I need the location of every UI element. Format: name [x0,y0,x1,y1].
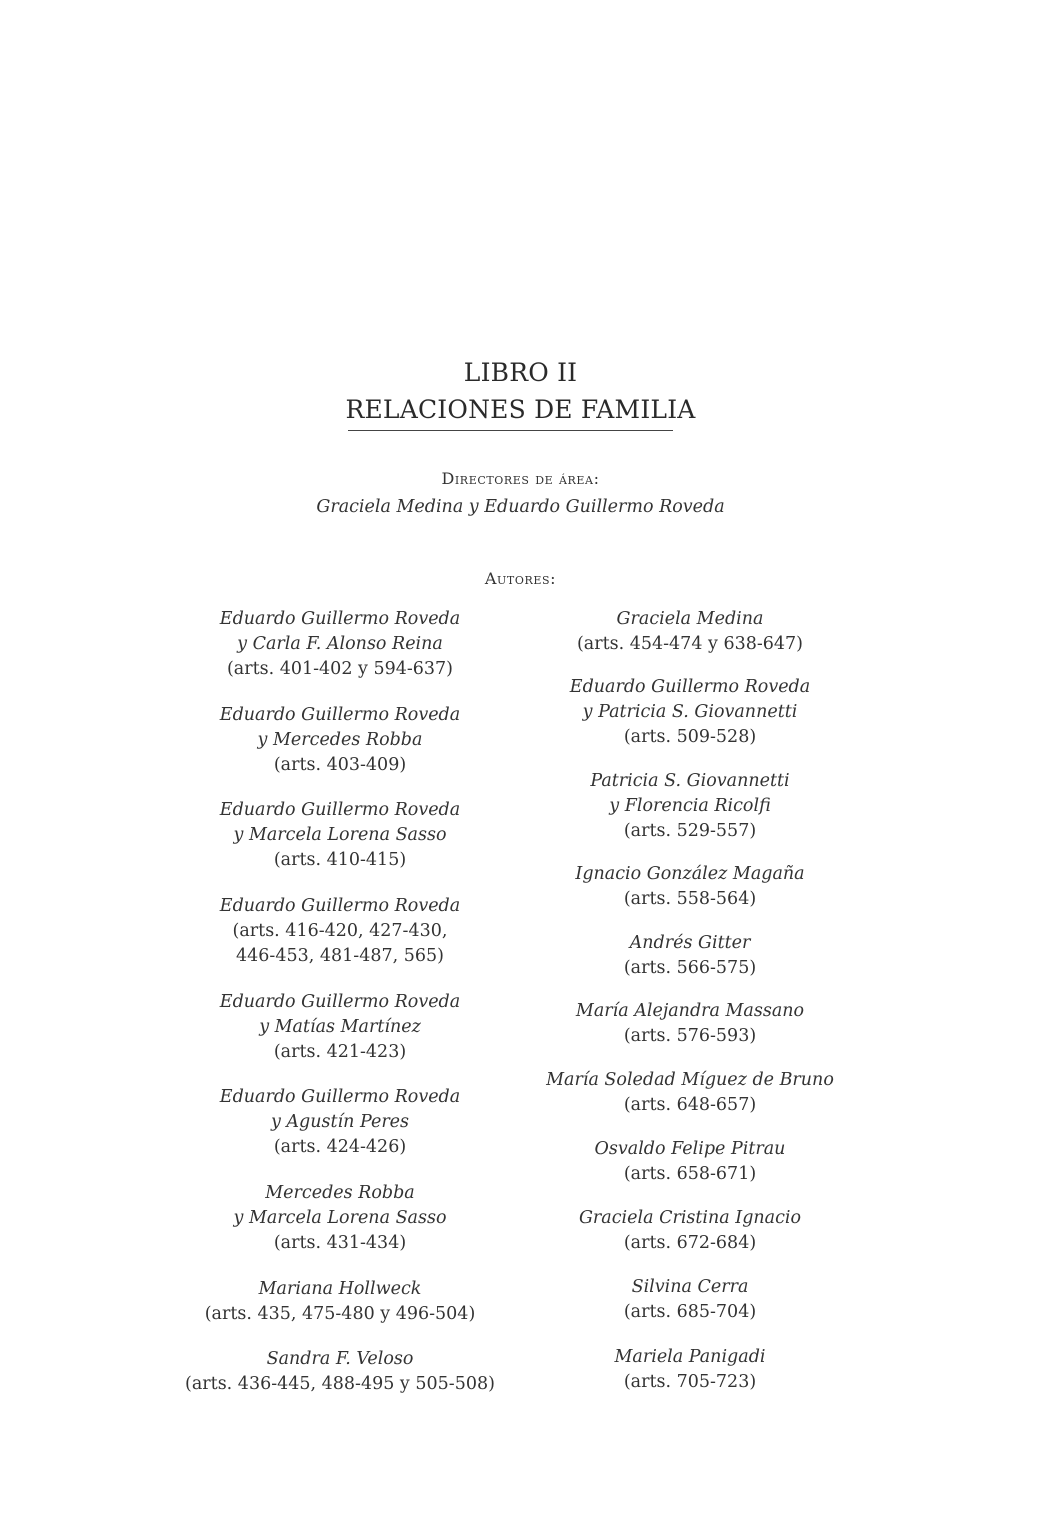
author-entry [150,703,530,778]
author-name: Patricia S. Giovannetti [590,771,790,791]
author-name: y Patricia S. Giovannetti [582,702,798,722]
author-entry [500,1275,880,1325]
author-articles: 446-453, 481-487, 565) [236,946,444,966]
author-name: Mercedes Robba [265,1183,415,1203]
author-entry [500,769,880,844]
author-name: Osvaldo Felipe Pitrau [594,1139,786,1159]
author-name: Eduardo Guillermo Roveda [569,677,811,697]
author-name: Eduardo Guillermo Roveda [219,705,461,725]
directors-heading: Directores de área: [441,469,600,488]
author-articles: (arts. 576-593) [623,1026,757,1046]
author-articles: (arts. 558-564) [623,889,757,909]
author-name: Sandra F. Veloso [266,1349,414,1369]
author-articles: (arts. 410-415) [273,850,407,870]
author-articles: (arts. 421-423) [273,1042,407,1062]
author-entry [500,862,880,912]
author-entry [500,607,880,657]
author-articles: (arts. 424-426) [273,1137,407,1157]
author-articles: (arts. 416-420, 427-430, [232,921,448,941]
authors-heading: Autores: [484,569,557,588]
author-articles: (arts. 648-657) [623,1095,757,1115]
author-entry [500,675,880,750]
author-articles: (arts. 705-723) [623,1372,757,1392]
author-name: Eduardo Guillermo Roveda [219,800,461,820]
author-articles: (arts. 436-445, 488-495 y 505-508) [185,1374,495,1394]
author-entry [500,1206,880,1256]
author-entry [500,931,880,981]
book-title: RELACIONES DE FAMILIA [345,395,696,424]
author-name: Eduardo Guillermo Roveda [219,609,461,629]
author-name: y Florencia Ricolfi [609,796,771,816]
author-entry [500,1345,880,1395]
author-entry [500,1068,880,1118]
author-name: Eduardo Guillermo Roveda [219,992,461,1012]
author-articles: (arts. 685-704) [623,1302,757,1322]
author-articles: (arts. 529-557) [623,821,757,841]
author-articles: (arts. 658-671) [623,1164,757,1184]
author-articles: (arts. 672-684) [623,1233,757,1253]
author-entry [150,607,530,682]
author-name: Ignacio González Magaña [575,864,805,884]
author-name: y Carla F. Alonso Reina [237,634,443,654]
author-name: Silvina Cerra [631,1277,749,1297]
author-articles: (arts. 566-575) [623,958,757,978]
author-name: y Matías Martínez [259,1017,421,1037]
author-name: Mariela Panigadi [614,1347,766,1367]
author-name: Graciela Cristina Ignacio [578,1208,802,1228]
author-entry [500,999,880,1049]
author-entry [150,1347,530,1397]
directors-names: Graciela Medina y Eduardo Guillermo Roveda [316,497,725,517]
author-name: Mariana Hollweck [258,1279,422,1299]
author-entry [150,894,530,969]
author-entry [150,990,530,1065]
author-name: y Agustín Peres [270,1112,410,1132]
author-name: y Mercedes Robba [257,730,423,750]
author-articles: (arts. 431-434) [273,1233,407,1253]
author-name: Andrés Gitter [629,933,751,953]
author-name: y Marcela Lorena Sasso [233,825,447,845]
author-articles: (arts. 403-409) [273,755,407,775]
author-entry [150,798,530,873]
author-entry [150,1181,530,1256]
title-rule [348,430,673,431]
author-articles: (arts. 454-474 y 638-647) [576,634,804,654]
author-entry [150,1277,530,1327]
author-name: María Alejandra Massano [575,1001,805,1021]
book-number: LIBRO II [463,358,578,387]
author-articles: (arts. 509-528) [623,727,757,747]
author-articles: (arts. 435, 475-480 y 496-504) [204,1304,476,1324]
author-name: y Marcela Lorena Sasso [233,1208,447,1228]
author-name: Graciela Medina [616,609,764,629]
author-name: Eduardo Guillermo Roveda [219,1087,461,1107]
author-entry [150,1085,530,1160]
author-entry [500,1137,880,1187]
author-articles: (arts. 401-402 y 594-637) [226,659,454,679]
author-name: Eduardo Guillermo Roveda [219,896,461,916]
author-name: María Soledad Míguez de Bruno [546,1070,834,1090]
